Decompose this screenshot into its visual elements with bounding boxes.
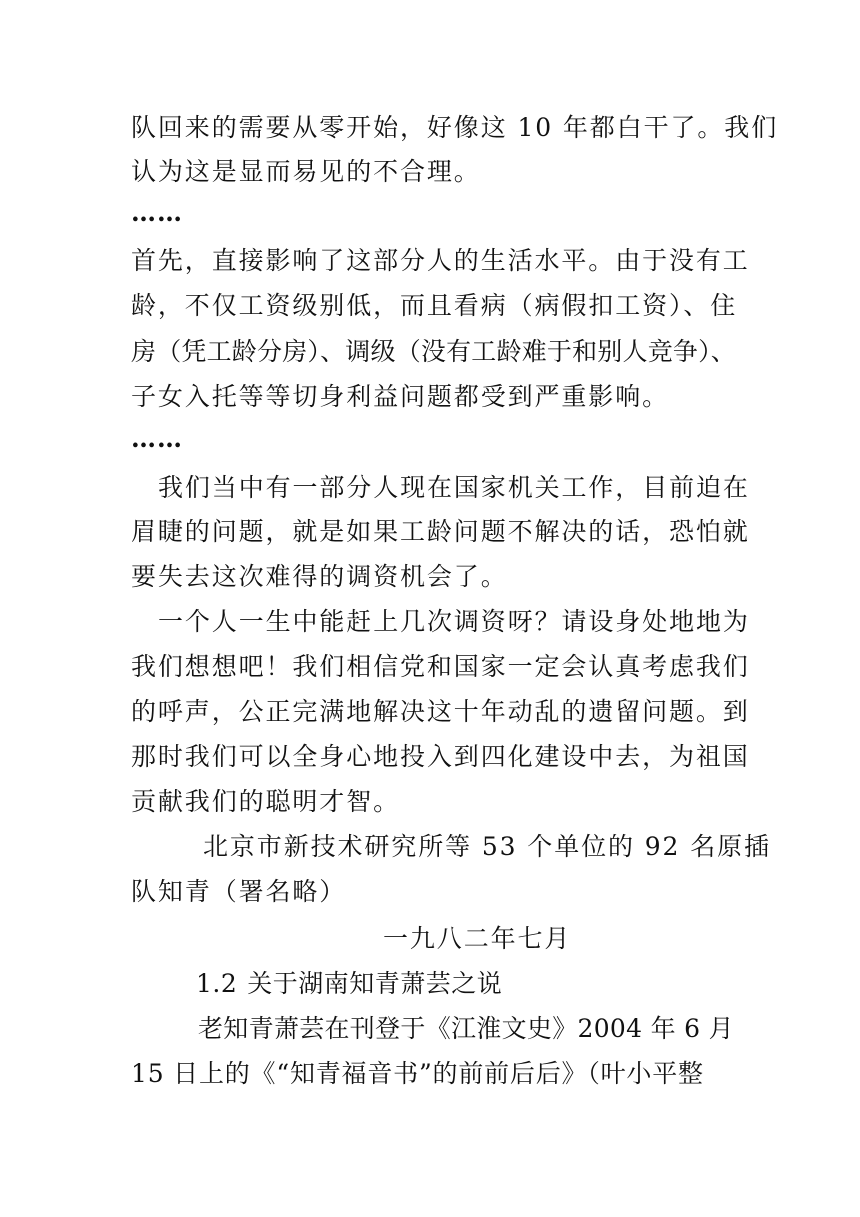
ellipsis: …… bbox=[131, 424, 183, 453]
paragraph-line: 子女入托等等切身利益问题都受到严重影响。 bbox=[131, 382, 670, 411]
paragraph-line: 认为这是显而易见的不合理。 bbox=[131, 157, 481, 186]
section-title: 关于湖南知青萧芸之说 bbox=[247, 969, 503, 998]
paragraph-line: 要失去这次难得的调资机会了。 bbox=[131, 562, 508, 591]
paragraph-line: 龄，不仅工资级别低，而且看病（病假扣工资）、住 bbox=[131, 291, 738, 320]
signature-line: 北京市新技术研究所等 53 个单位的 92 名原插 bbox=[203, 832, 771, 861]
paragraph-line: 老知青萧芸在刊登于《江淮文史》2004 年 6 月 bbox=[198, 1014, 734, 1043]
paragraph-line: 眉睫的问题，就是如果工龄问题不解决的话，恐怕就 bbox=[131, 517, 750, 546]
ellipsis: …… bbox=[131, 198, 183, 227]
paragraph-line: 我们想想吧！我们相信党和国家一定会认真考虑我们 bbox=[131, 652, 750, 681]
paragraph-line: 房（凭工龄分房）、调级（没有工龄难于和别人竞争）、 bbox=[131, 337, 737, 366]
paragraph-line: 15 日上的《“知青福音书”的前前后后》（叶小平整 bbox=[131, 1059, 704, 1088]
signature-line: 队知青（署名略） bbox=[131, 877, 347, 906]
date: 一九八二年七月 bbox=[383, 924, 572, 953]
section-number: 1.2 bbox=[196, 969, 238, 998]
paragraph-line: 队回来的需要从零开始，好像这 10 年都白干了。我们 bbox=[131, 113, 779, 142]
paragraph-line: 贡献我们的聪明才智。 bbox=[131, 787, 401, 816]
section-heading bbox=[196, 969, 502, 999]
paragraph-line: 的呼声，公正完满地解决这十年动乱的遗留问题。到 bbox=[131, 697, 750, 726]
paragraph-line: 那时我们可以全身心地投入到四化建设中去，为祖国 bbox=[131, 742, 750, 771]
paragraph-line: 首先，直接影响了这部分人的生活水平。由于没有工 bbox=[131, 246, 750, 275]
paragraph-line: 一个人一生中能赶上几次调资呀？请设身处地地为 bbox=[158, 607, 750, 636]
paragraph-line: 我们当中有一部分人现在国家机关工作，目前迫在 bbox=[158, 473, 750, 502]
